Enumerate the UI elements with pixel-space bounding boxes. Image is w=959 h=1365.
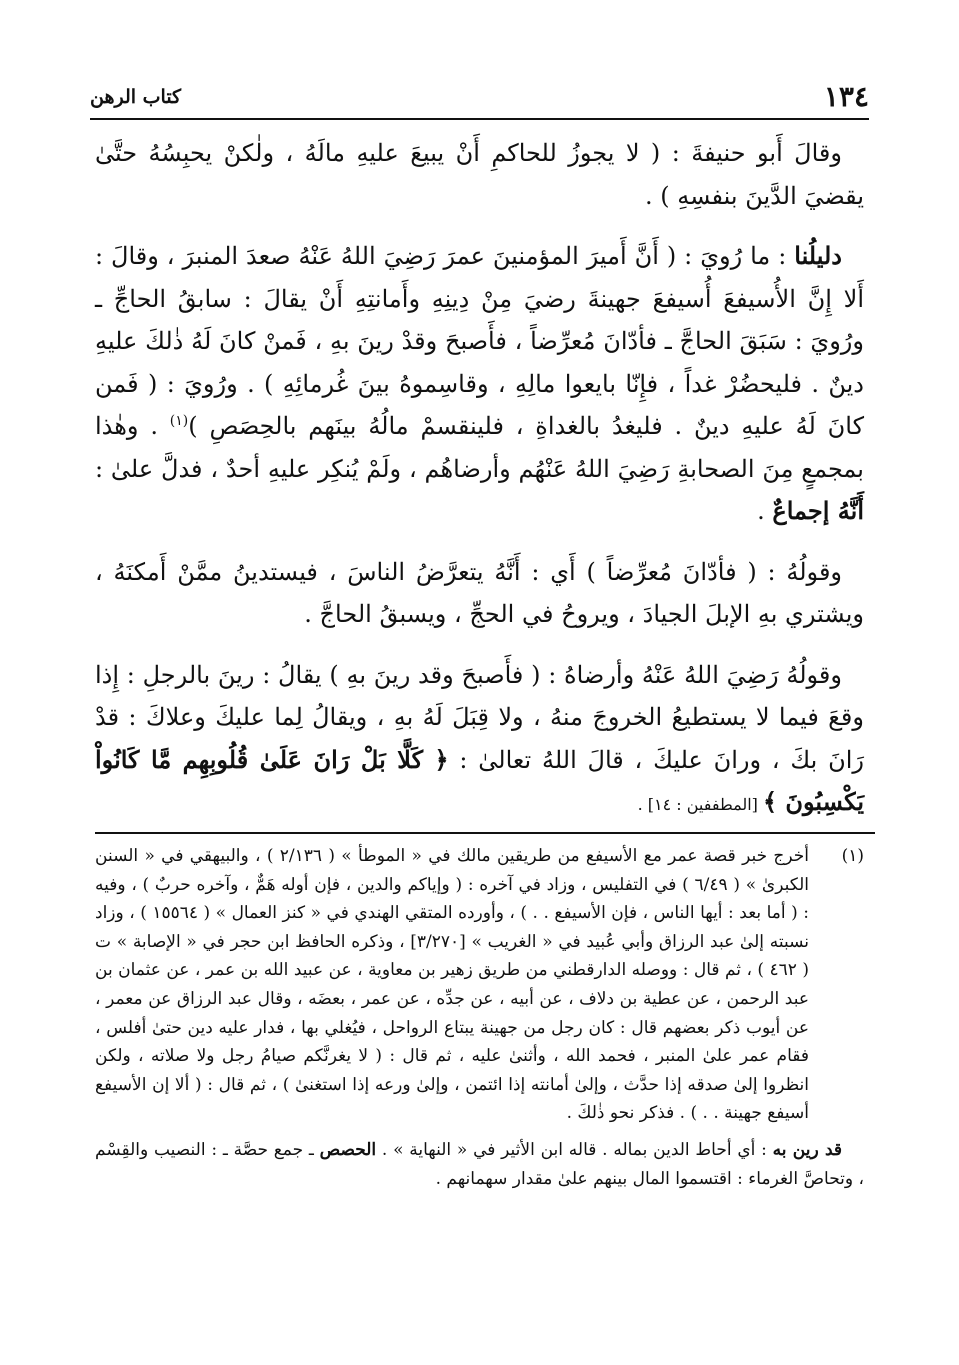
footnote-number: (١) [841,846,864,866]
evidence-tail: . وهٰذا بمجمعٍ مِنَ الصحابةِ رَضِيَ اللهُ عَنْهُم وأرضاهُم ، ولَمْ يُنكِر عليهِ أحدٌ ، فدلَّ علىٰ : [95,412,864,483]
gloss-term-hisas: الحصص [319,1139,377,1160]
explanation-text: وقولُهُ رَضِيَ اللهُ عَنْهُ وأرضاهُ : ( فأَصبحَ وقد رينَ بهِ ) يقالُ : رينَ بالرجلِ : إِذا وقعَ فيما لا يستطيعُ الخروجَ منهُ ، ولا قِبَلَ لَهُ بهِ ، ويقالُ لِما عليكَ وعلاكَ : قدْ رَانَ بكَ ، ورانَ عليكَ ، قالَ اللهُ تعالىٰ : [95,660,864,774]
header-rule [90,118,869,120]
running-title: كتاب الرهن [90,86,182,108]
footnotes [95,842,864,1193]
glossary-note [95,1136,864,1193]
paragraph-explanation-1: وقولُهُ : ( فأدّانَ مُعرِّضاً ) أَي : أَنَّهُ يتعرَّضُ الناسَ ، فيستدينُ ممَّنْ أَمكنَهُ ، ويشتري بهِ الإبلَ الجيادَ ، ويروحُ في الحجِّ ، ويسبقُ الحاجَّ . [95,557,864,628]
paragraph-explanation-2 [95,654,864,827]
evidence-text: : ما رُويَ : ( أَنَّ أَميرَ المؤمنينَ عمرَ رَضِيَ اللهُ عَنْهُ صعدَ المنبرَ ، وقالَ : أَلا إِنَّ الأُسيفعَ أُسيفعَ جهينةَ رضيَ مِنْ دِينِهِ وأَمانتِهِ أَنْ يقالَ : سابقُ الحاجِّ ـ ورُويَ : سَبَقَ الحاجَّ ـ فأدّانَ مُعرِّضاً ، فأَصبحَ وقدْ رينَ بهِ ، فَمنْ كانَ لَهُ ذٰلكَ عليهِ دينٌ . فليحضُرْ غداً ، فإِنّا بايعوا مالِهِ ، وقاسِموهُ بينَ غُرمائِهِ ) . ورُويَ : ( فَمن كانَ لَهُ عليهِ دينٌ . فليغدُ بالغداةِ ، فلينقسمْ مالُهُ بينَهم بالحِصَصِ ) [95,242,865,440]
paragraph-abu-hanifa: وقالَ أَبو حنيفةَ : ( لا يجوزُ للحاكمِ أَنْ يبيعَ عليهِ مالَهُ ، ولٰكنْ يحبِسُهُ حتَّىٰ يقضيَ الدَّينَ بنفسِهِ ) . [95,139,864,210]
footnote-1 [95,842,864,1128]
page-number: ١٣٤ [823,80,869,113]
page-header [90,80,869,116]
gloss-text-hisas: ـ جمع حصَّة ـ : النصيب والقِسْم ، وتحاصَّ الغرماء : اقتسموا المال بينهم علىٰ مقدار سهمانهم . [95,1139,864,1189]
main-text [95,132,864,845]
footnote-text: أخرج خبر قصة عمر مع الأسيفع من طريقين مالك في « الموطأ » ( ٢/١٣٦ ) ، والبيهقي في « السنن الكبرىٰ » ( ٦/٤٩ ) في التفليس ، وزاد في آخره : ( وإياكم والدين ، فإن أوله هَمٌّ ، وآخره حربٌ ) ، وفيه : ( أما بعد : أيها الناس ، فإن الأسيفع . . ) ، وأورده المتقي الهندي في « كنز العمال » ( ١٥٥٦٤ ) ، وزاد نسبته إلىٰ عبد الرزاق وأبي عُبيد في « الغريب » [٣/٢٧٠] ، وذكره الحافظ ابن حجر في « الإصابة » ت ( ٤٦٢ ) ، ثم قال : ووصله الدارقطني من طريق زهير بن معاوية ، عن عبيد الله بن عمر ، عن عثمان بن عبد الرحمن ، عن عطية بن دلاف ، عن أبيه ، عن جدِّه ، عن عمر ، بعضَه ، وقال عبد الرزاق عن معمر ، عن أيوب ذكر بعضهم قال : كان رجل من جهينة يبتاع الرواحل ، فيُغلي بها ، فدار عليه دين حتىٰ أفلس ، فقام عمر علىٰ المنبر ، فحمد الله ، وأثنىٰ عليه ، ثم قال : ( لا يغرنَّكم صيامُ رجل ولا صلاته ، ولكن انظروا إلىٰ صدقه إذا حدَّث ، وإلىٰ أمانته إذا ائتمن ، وإلىٰ ورعه إذا استغنىٰ ) ، ثم قال : ( ألا إن الأسيفع أسيفع جهينة . . ) . فذكر نحو ذٰلكَ . [95,846,810,1124]
evidence-stop: . [757,497,773,525]
gloss-term-rin: قد رين به [772,1139,842,1160]
verse-reference: [المطففين : ١٤] . [637,795,763,814]
gloss-text-rin: : أي أحاط الدين بماله . قاله ابن الأثير في « النهاية » . [376,1139,773,1160]
footnote-marker: (١) [169,413,189,429]
evidence-conclusion: أَنَّهُ إجماعٌ [772,496,864,525]
paragraph-evidence [95,235,864,533]
footnote-rule [95,832,875,834]
quran-verse: ﴿ كَلَّا بَلْ رَانَ عَلَىٰ قُلُوبِهِم مَّا كَانُواْ يَكْسِبُونَ ﴾ [95,744,864,816]
evidence-lead: دليلُنا [794,241,842,270]
